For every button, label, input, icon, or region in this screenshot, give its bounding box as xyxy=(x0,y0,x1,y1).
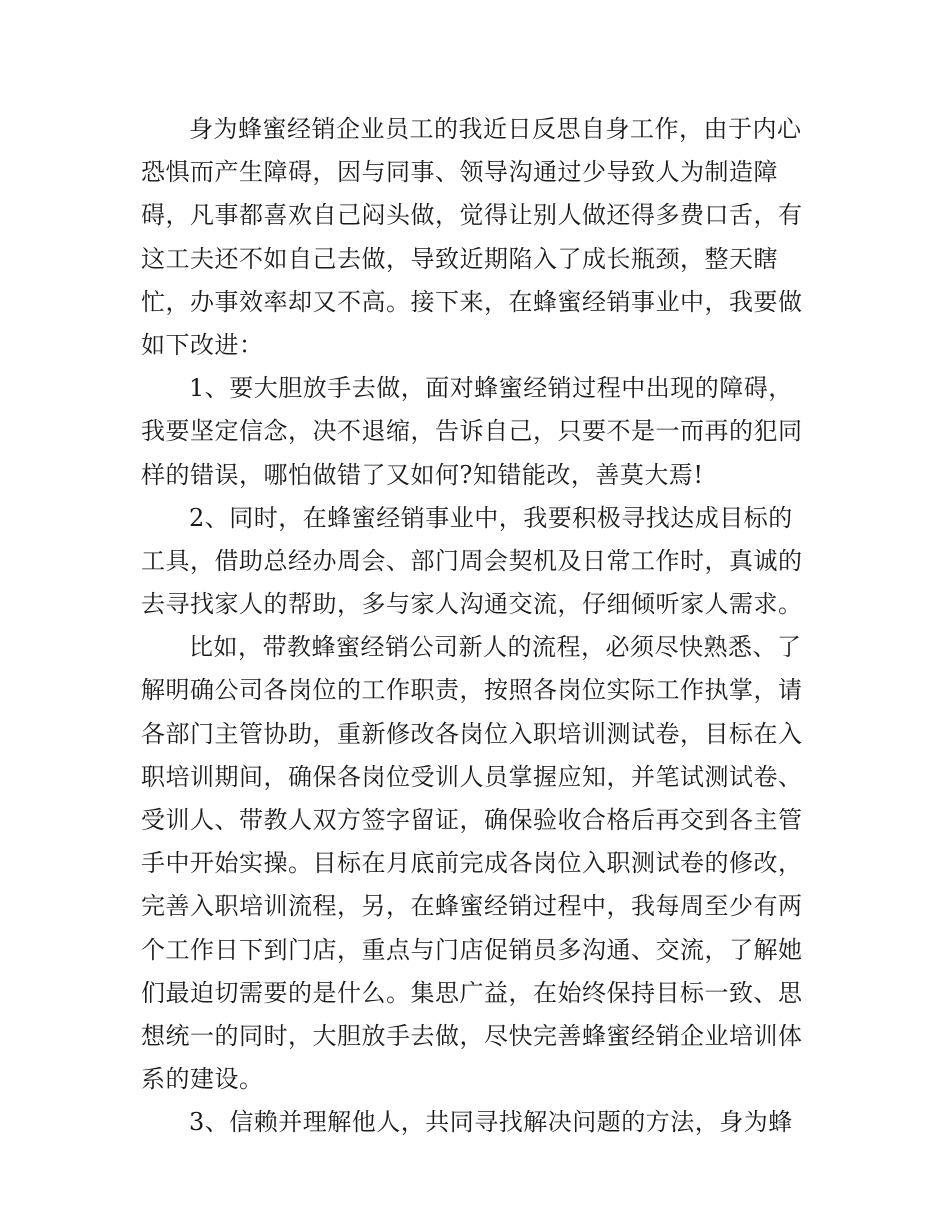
paragraph-4-line-11: 系的建设。 xyxy=(141,1065,264,1094)
paragraph-4-line-10: 想统一的同时，大胆放手去做，尽快完善蜂蜜经销企业培训体 xyxy=(141,1021,803,1050)
paragraph-4-line-8: 个工作日下到门店，重点与门店促销员多沟通、交流，了解她 xyxy=(141,935,803,964)
paragraph-4-line-3: 各部门主管协助，重新修改各岗位入职培训测试卷，目标在入 xyxy=(141,719,803,748)
paragraph-1-line-1: 身为蜂蜜经销企业员工的我近日反思自身工作，由于内心 xyxy=(189,115,802,143)
paragraph-3-line-3: 去寻找家人的帮助，多与家人沟通交流，仔细倾听家人需求。 xyxy=(141,590,803,619)
paragraph-4-line-5: 受训人、带教人双方签字留证，确保验收合格后再交到各主管 xyxy=(141,806,803,834)
paragraph-4-line-6: 手中开始实操。目标在月底前完成各岗位入职测试卷的修改， xyxy=(141,849,803,878)
paragraph-1-line-5: 忙，办事效率却又不高。接下来，在蜂蜜经销事业中，我要做 xyxy=(141,287,803,316)
paragraph-1-line-3: 碍，凡事都喜欢自己闷头做，觉得让别人做还得多费口舌，有 xyxy=(141,201,803,230)
paragraph-2-line-1: 1、要大胆放手去做，面对蜂蜜经销过程中出现的障碍， xyxy=(189,374,793,403)
paragraph-4-line-2: 解明确公司各岗位的工作职责，按照各岗位实际工作执掌，请 xyxy=(141,676,803,705)
paragraph-3-line-1: 2、同时，在蜂蜜经销事业中，我要积极寻找达成目标的 xyxy=(189,503,793,532)
paragraph-4-line-4: 职培训期间，确保各岗位受训人员掌握应知，并笔试测试卷、 xyxy=(141,762,803,791)
paragraph-4-line-7: 完善入职培训流程，另，在蜂蜜经销过程中，我每周至少有两 xyxy=(141,892,803,921)
document-body xyxy=(141,108,813,1145)
paragraph-4-line-1: 比如，带教蜂蜜经销公司新人的流程，必须尽快熟悉、了 xyxy=(189,633,802,662)
paragraph-2-line-3: 样的错误，哪怕做错了又如何?知错能改，善莫大焉! xyxy=(141,460,704,489)
paragraph-1-line-4: 这工夫还不如自己去做，导致近期陷入了成长瓶颈，整天瞎 xyxy=(141,244,778,273)
paragraph-2-line-2: 我要坚定信念，决不退缩，告诉自己，只要不是一而再的犯同 xyxy=(141,417,803,446)
paragraph-5-line-1: 3、信赖并理解他人，共同寻找解决问题的方法，身为蜂 xyxy=(189,1108,793,1137)
paragraph-1-line-2: 恐惧而产生障碍，因与同事、领导沟通过少导致人为制造障 xyxy=(141,158,778,187)
paragraph-4-line-9: 们最迫切需要的是什么。集思广益，在始终保持目标一致、思 xyxy=(141,978,803,1007)
paragraph-3-line-2: 工具，借助总经办周会、部门周会契机及日常工作时，真诚的 xyxy=(141,546,803,575)
paragraph-1-line-6: 如下改进： xyxy=(141,330,264,359)
